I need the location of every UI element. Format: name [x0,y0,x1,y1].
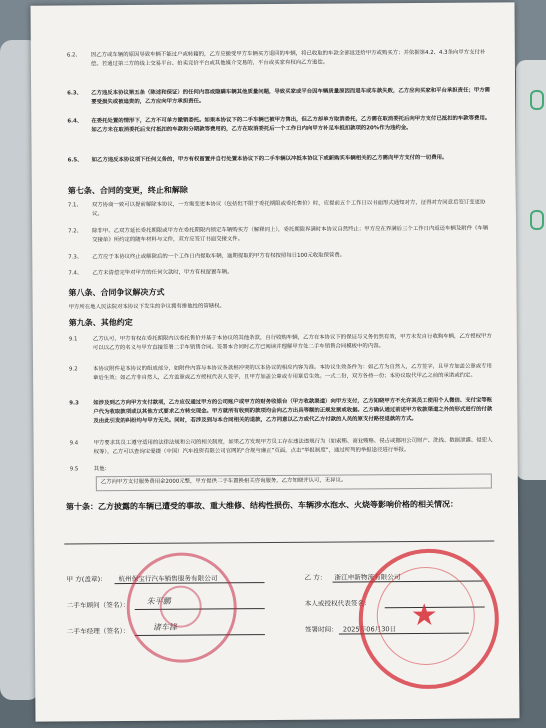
company-seal-b [358,548,499,689]
article-7-heading: 第七条、合同的变更，终止和解除 [67,185,188,196]
clause-6-5 [67,153,492,165]
clause-text: 乙方认可，甲方有权在委托期限内以委托售价并基于本协议的其他条款，自行收购车辆，乙方在本协议下的保证与义务仍然有效，甲方未发自行收购车辆，乙方授权甲方可以以乙方的名义与甲方直接签署二手车销售合同。签署本合同时乙方已阅读并理解甲方处二手车销售合同模板中的内容。 [92,333,492,352]
advisor-signature: 朱平鹏 [146,596,171,606]
clause-text: 除非甲、乙双方延长委托期限或甲方在委托期限内锁定车辆购买方（解释同上），委托期限界满时本协议自然终止；甲方应在界满后三个工作日内返还车辆及附件《车辆交接单》所约定的随车材料与文件，双方应签订书面交接文件。 [92,225,489,244]
manager-signature: 诸车锋 [152,622,177,632]
clause-text: 双方协商一致可以提前解除本协议，一方需变更本协议（包括但不限于委托期限或委托售价）时，应提前五个工作日以书面形式通知对方，征得对方同意后签订变更协议。 [91,199,486,218]
party-b-name: 浙江申新物流有限公司 [334,573,401,582]
clause-text: 如乙方违反本协议项下任何义务的，甲方有权留置并自行处置本协议下的二手车辆以冲抵本协议下或新购买车辆相关的乙方需向甲方支付的一切费用。 [91,154,448,164]
clause-7-3 [68,250,492,262]
clause-text: 乙方未清偿完毕对甲方的任何欠款时，甲方有权留置车辆。 [92,269,233,277]
clause-number: 7.3、 [68,254,83,261]
clause-6-2 [66,48,491,69]
clause-7-4 [68,266,492,278]
article-10-heading: 第十条：乙方披露的车辆已遭受的事故、重大维修、结构性损伤、车辆涉水泡水、火烧等影响价格的相关情况： [65,499,459,512]
clause-number: 7.1、 [67,202,82,209]
other-terms-note: 乙方向甲方支付服务费用金2000元整，甲方提供二手车置换相关咨询服务，乙方知晓并认可，无异议。 [100,477,347,486]
clause-6-4 [67,114,491,135]
clause-7-1 [67,198,492,219]
background-device-right [516,60,546,480]
contract-page [31,2,520,721]
company-seal-a [126,552,237,663]
clause-text: 在委托处置的情形下，乙方不可单方撤销委托。如果本协议下的二手车辆已被甲方售出，但乙方却单方取消委托，乙方需在取消委托后向甲方支付已抵扣的车款等费用。如乙方未在取消委托后支付抵扣的车款和分期款等费用的，乙方在取消委托后一个工作日内向甲方补足车抵扣款项的20%作为违约金。 [91,115,491,134]
representative-label: 本人或授权代表签名： [304,599,371,608]
party-b-label: 乙 方： [304,573,327,582]
clause-number: 6.2、 [66,52,81,59]
article-9-heading: 第九条、其他约定 [68,317,133,328]
date-label: 签署时间： [304,625,338,634]
device-indicator-icon [530,210,544,230]
clause-9-1 [68,332,493,353]
clause-label: 其他： [93,466,110,473]
clause-9-3 [69,396,493,426]
clause-text: 甲方要求其员工遵守适用的法律法规和公司的相关制度，如果乙方发现甲方员工存在违法违规行为（如索贿、商业贿赂、侵占或挪用公司财产、洗钱、数据泄露、侵犯人权等），乙方可以查询宝爱捷（中国）汽车投资有限公司官网的“合规与廉正”页面，点击“举报制度”，通过所列的举报途径进行举报。 [93,437,493,456]
clause-number: 6.4、 [67,118,83,125]
clause-9-2 [69,362,493,383]
clause-text: 乙方应于本协议终止或解除后的一个工作日内提取车辆，逾期提取的甲方有权按照每日100元收取保管费。 [92,252,346,261]
clause-9-4 [69,436,494,457]
party-a-label: 甲 方(盖章)： [66,575,107,584]
clause-9-5 [69,462,494,474]
clause-6-3 [67,86,491,107]
clause-number: 7.2、 [68,228,83,235]
device-indicator-icon [530,90,544,110]
advisor-label: 二手车顾问（签名）： [66,601,130,610]
date-value: 2025年06月30日 [342,625,397,634]
clause-text: 本协议附件是本协议的组成部分，如附件内容与本协议条款相冲突的以本协议的相应内容为准。本协议生效条件为：如乙方为自然人，乙方签字，且甲方加盖公章或专用章后生效；如乙方非自然人，乙方盖章或乙方授权代表人签字，且甲方加盖公章或专用章后生效。一式二份，双方各持一份；本协议取代甲乙之前的承诺或约定。 [93,363,492,382]
clause-number: 6.5、 [67,157,83,164]
manager-label: 二手车经理（签名）： [66,627,130,636]
other-terms-box [96,473,492,491]
clause-text: 如涉及到乙方向甲方支付款项，乙方应仅通过甲方的公司账户或甲方的财务收银台（甲方收款渠道）向甲方支付，乙方知晓甲方不允许其员工使用个人微信、支付宝等账户代为收取款项或以其他方式要求乙方转交现金。甲方就所有收到的款项均会向乙方出具等额的正规发票或收据。乙方确认通过前述甲方收款渠道之外的形式进行的付款及由此引发的纠纷均与甲方无关。同时，若涉及到与本合同相关的退款，乙方同意以乙方或代乙方付款的人员的原支付路径退款的方式。 [93,397,493,425]
clause-number: 9.3 [69,400,79,407]
disclosure-line [64,540,494,544]
article-8-heading: 第八条、合同争议解决方式 [68,287,165,298]
article-8-text: 甲方所在地人民法院对本协议下发生的争议拥有排他性的管辖权。 [68,303,225,311]
seal-inner-ring [160,586,202,628]
clause-number: 9.1 [68,336,78,343]
clause-number: 7.4、 [68,270,83,277]
clause-number: 9.5 [69,466,79,473]
star-icon: ★ [410,597,438,634]
clause-text: 乙方违反本协议第五条（陈述和保证）的任何内容或隐瞒车辆其他质量问题，导致买家或平台因车辆质量原因而退车或车款失败，乙方应向买家和平台承担责任；甲方需要受损失或被追责的，乙方应向甲方承担责任。 [91,87,491,106]
clause-7-2 [68,224,492,245]
clause-number: 9.4 [69,440,79,447]
clause-number: 6.3、 [67,90,83,97]
clause-number: 9.2 [69,366,78,373]
party-a-name: 杭州保宝行汽车销售服务有限公司 [118,574,218,584]
clause-text: 因乙方或车辆的原因导致车辆不能过户或转籍的，乙方应撤受甲方车辆买方退回的车辆，将已收取的车款全部返还给甲方或购买方；并依据第4.2、4.3条向甲方支付补偿。若通过第三方的线上交易平台、拍卖竞价平台或其他媒介交易的，平台或买家有权向乙方追偿。 [90,49,486,68]
